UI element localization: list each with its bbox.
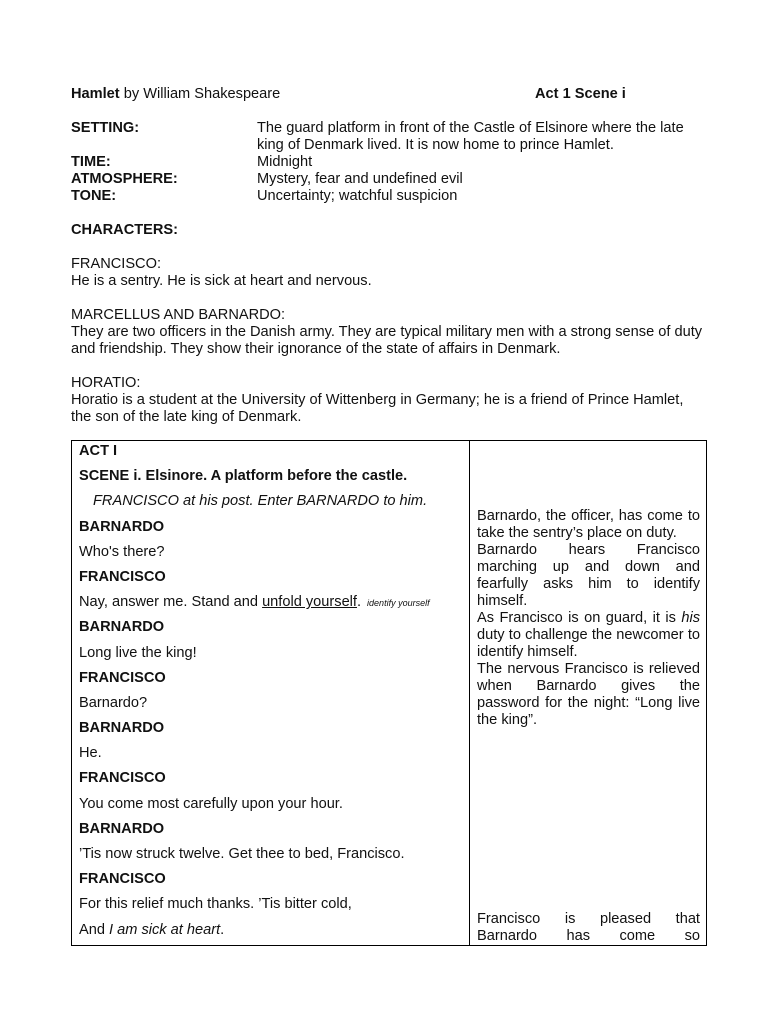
meta-row-atmosphere [71,171,707,188]
meta-value: Mystery, fear and undefined evil [257,171,463,187]
meta-value: Uncertainty; watchful suspicion [257,188,458,204]
dialogue-line: For this relief much thanks. ’Tis bitter cold, [79,896,352,913]
speaker-name: FRANCISCO [79,770,166,787]
speaker-name: BARNARDO [79,720,165,737]
gloss-note: identify yourself [367,598,430,609]
meta-row-time [71,154,707,171]
dialogue-line: Who's there? [79,543,165,560]
commentary-note: Francisco is pleased that Barnardo has come so [477,911,700,944]
commentary-note: Barnardo hears Francisco marching up and down and fearfully asks him to identify himself. [477,542,700,609]
notes-column [477,508,705,729]
act-scene-label: Act 1 Scene i [535,86,626,102]
character-name: MARCELLUS AND BARNARDO: [71,307,286,323]
meta-key: ATMOSPHERE: [71,171,178,187]
speaker-name: FRANCISCO [79,871,166,888]
meta-row-tone [71,188,707,205]
dialogue-line [79,594,464,619]
meta-block [71,120,707,205]
document-page [71,86,707,426]
speaker-name: BARNARDO [79,820,165,837]
meta-key: TIME: [71,154,111,170]
dialogue-line [79,922,464,946]
stage-direction: FRANCISCO at his post. Enter BARNARDO to him. [93,493,428,510]
note-emphasis: his [681,610,700,626]
script-column [79,443,464,946]
glossed-phrase: unfold yourself [262,594,357,611]
commentary-note: The nervous Francisco is relieved when Barnardo gives the password for the night: “Long live the king”. [477,661,700,728]
dialogue-text: . [220,921,225,938]
dialogue-line: Long live the king! [79,644,197,661]
dialogue-line: You come most carefully upon your hour. [79,795,343,812]
byline: by William Shakespeare [119,86,281,102]
character-francisco [71,256,707,290]
character-description: They are two officers in the Danish army. They are typical military men with a strong sense of duty and friendship. They show their ignorance of the state of affairs in Denmark. [71,324,703,357]
character-description: Horatio is a student at the University of Wittenberg in Germany; he is a friend of Prince Hamlet, the son of the late king of Denmark. [71,392,684,425]
commentary-note: Barnardo, the officer, has come to take the sentry’s place on duty. [477,508,700,541]
act-heading: ACT I [79,443,118,459]
characters-heading: CHARACTERS: [71,222,179,238]
commentary-note [477,610,705,661]
note-text: As Francisco is on guard, it is [477,610,682,626]
character-name: HORATIO: [71,375,141,391]
play-title: Hamlet [71,86,120,102]
dialogue-line: He. [79,745,102,762]
title [71,86,280,103]
dialogue-emphasis: I am sick at heart [109,921,221,938]
character-marcellus-barnardo [71,307,707,358]
note-text: duty to challenge the newcomer to identify himself. [477,610,705,660]
character-horatio [71,375,707,426]
dialogue-text: Nay, answer me. Stand and [79,594,263,611]
meta-row-setting [71,120,707,154]
meta-key: SETTING: [71,120,140,136]
speaker-name: BARNARDO [79,518,165,535]
speaker-name: FRANCISCO [79,568,166,585]
title-row [71,86,707,106]
dialogue-line: ’Tis now struck twelve. Get thee to bed, Francisco. [79,846,405,862]
meta-key: TONE: [71,188,117,204]
speaker-name: BARNARDO [79,619,165,636]
column-divider [469,441,470,945]
dialogue-text: . [356,594,362,611]
speaker-name: FRANCISCO [79,669,166,686]
scene-heading: SCENE i. Elsinore. A platform before the castle. [79,468,408,485]
character-name: FRANCISCO: [71,256,161,272]
dialogue-text: And [79,921,110,938]
dialogue-line: Barnardo? [79,694,148,711]
meta-value: Midnight [257,154,313,170]
character-description: He is a sentry. He is sick at heart and nervous. [71,273,372,289]
script-notes-table [71,440,707,946]
meta-value: The guard platform in front of the Castle of Elsinore where the late king of Denmark lived. It is now home to prince Hamlet. [257,120,684,153]
notes-column-bottom [477,911,700,945]
